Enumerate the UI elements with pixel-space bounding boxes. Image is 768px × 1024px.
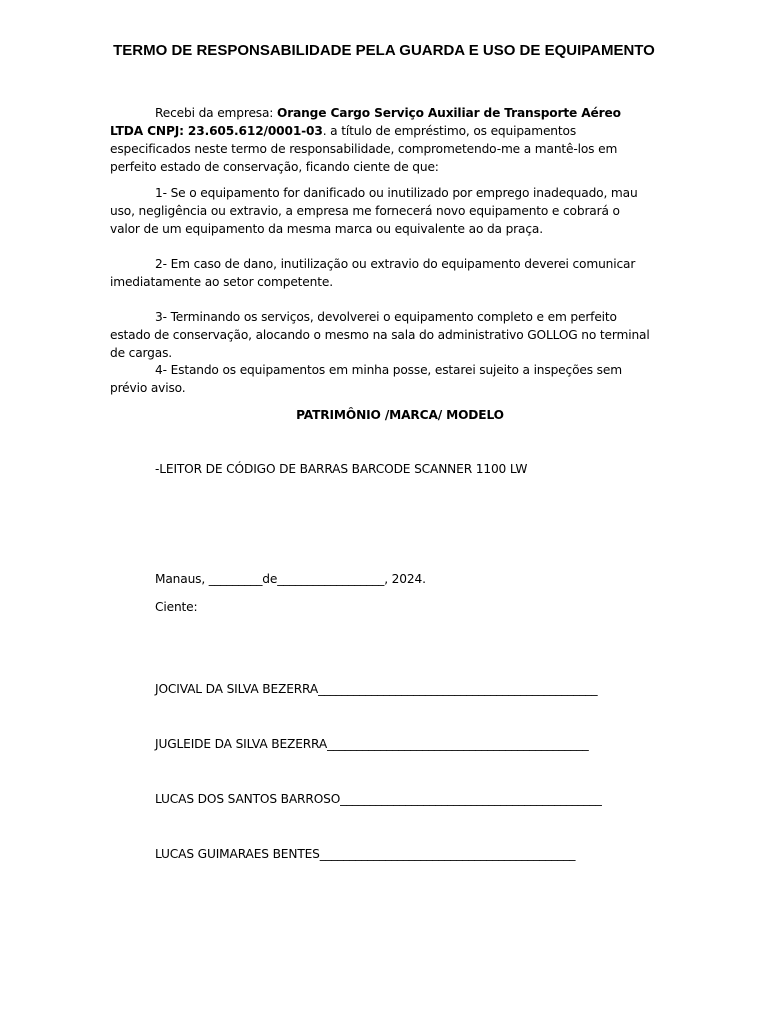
intro-paragraph (110, 104, 650, 176)
document-title: TERMO DE RESPONSABILIDADE PELA GUARDA E USO DE EQUIPAMENTO (113, 42, 655, 59)
signature-line-3: LUCAS DOS SANTOS BARROSO____________________________________________ (155, 792, 602, 806)
signature-line-1: JOCIVAL DA SILVA BEZERRA_______________________________________________ (155, 682, 598, 696)
clause-1-text: 1- Se o equipamento for danificado ou inutilizado por emprego inadequado, mau uso, negligência ou extravio, a empresa me fornecerá novo equipamento e cobrará o valor de um equipamento da mesma marca ou equivalente ao da praça. (110, 186, 638, 236)
clause-4-text: 4- Estando os equipamentos em minha posse, estarei sujeito a inspeções sem prévio aviso. (110, 363, 622, 395)
signature-line-2: JUGLEIDE DA SILVA BEZERRA____________________________________________ (155, 737, 589, 751)
ciente-label: Ciente: (155, 600, 198, 614)
signature-line-4: LUCAS GUIMARAES BENTES___________________________________________ (155, 847, 576, 861)
clause-3 (110, 308, 650, 362)
company-name: Orange Cargo Serviço Auxiliar de Transporte Aéreo LTDA CNPJ: 23.605.612/0001-03 (110, 106, 621, 138)
place-date-line: Manaus, _________de__________________, 2024. (155, 572, 426, 586)
clause-4 (110, 361, 650, 397)
intro-prefix: Recebi da empresa: (155, 106, 277, 120)
intro-suffix: . a título de empréstimo, os equipamentos especificados neste termo de responsabilidade, comprometendo-me a mantê-los em perfeito estado de conservação, ficando ciente de que: (110, 124, 618, 174)
clause-2-text: 2- Em caso de dano, inutilização ou extravio do equipamento deverei comunicar imediatamente ao setor competente. (110, 257, 636, 289)
clause-3-text: 3- Terminando os serviços, devolverei o equipamento completo e em perfeito estado de conservação, alocando o mesmo na sala do administrativo GOLLOG no terminal de cargas. (110, 310, 650, 360)
clause-1 (110, 184, 650, 238)
asset-heading: PATRIMÔNIO /MARCA/ MODELO (296, 408, 504, 422)
clause-2 (110, 255, 650, 291)
equipment-line: -LEITOR DE CÓDIGO DE BARRAS BARCODE SCANNER 1100 LW (155, 462, 528, 476)
